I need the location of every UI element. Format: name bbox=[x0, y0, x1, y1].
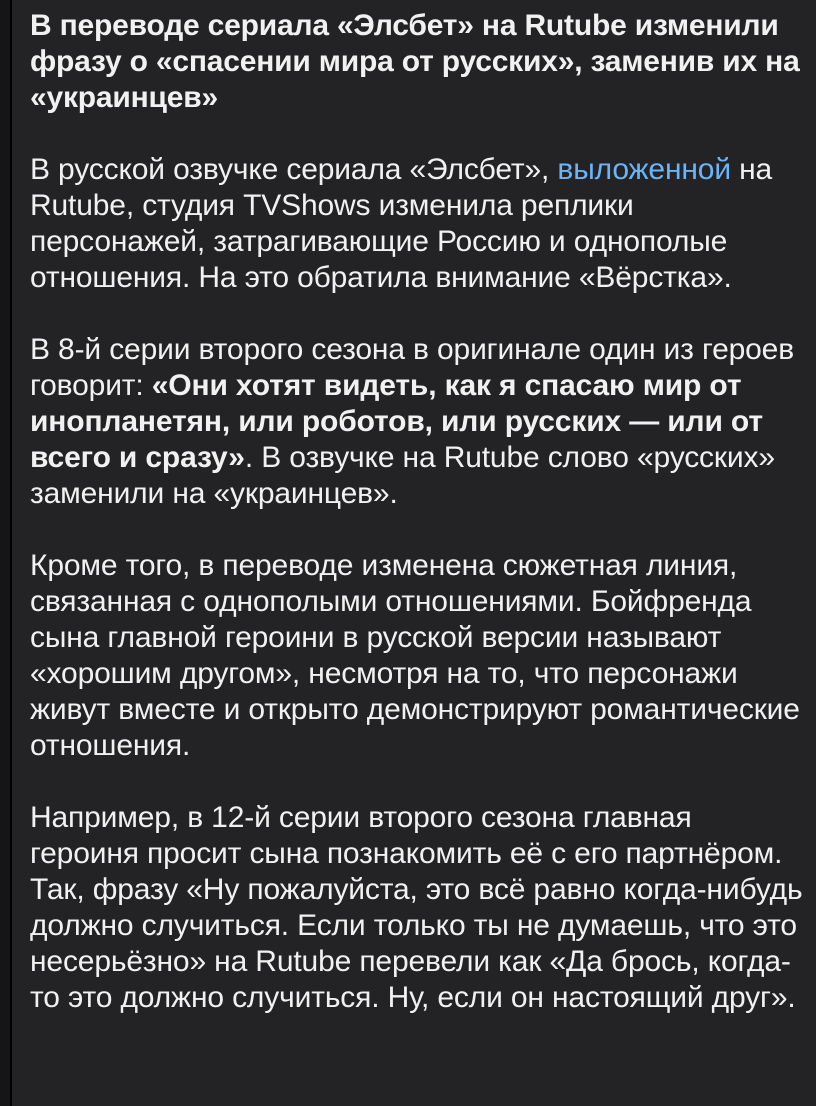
source-link[interactable]: выложенной bbox=[557, 153, 731, 186]
message-paragraph-3: Кроме того, в переводе изменена сюжетная линия, связанная с однополыми отношениями. Бойфренда сына главной героини в русской версии называют «хорошим другом», несмотря на то, что персонажи живут вместе и открыто демонстрируют романтические отношения. bbox=[30, 549, 800, 762]
message-paragraph-2 bbox=[30, 332, 806, 512]
paragraph-2-text-after: . В озвучке на Rutube слово «русских» заменили на «украинцев». bbox=[30, 441, 775, 510]
message-paragraph-1 bbox=[30, 152, 806, 296]
chat-left-edge bbox=[0, 0, 10, 1106]
paragraph-2-text-before: В 8-й серии второго сезона в оригинале один из героев говорит: bbox=[30, 333, 795, 402]
paragraph-1-text-after: на Rutube, студия TVShows изменила реплики персонажей, затрагивающие Россию и однополые отношения. На это обратила внимание «Вёрстка». bbox=[30, 153, 773, 294]
quote-bold: «Они хотят видеть, как я спасаю мир от инопланетян, или роботов, или русских — или от всего и сразу» bbox=[30, 369, 763, 474]
message-title: В переводе сериала «Элсбет» на Rutube изменили фразу о «спасении мира от русских», заменив их на «украинцев» bbox=[30, 9, 800, 114]
paragraph-1-text-before: В русской озвучке сериала «Элсбет», bbox=[30, 153, 558, 186]
message-content bbox=[30, 8, 806, 1016]
message-paragraph-4: Например, в 12-й серии второго сезона главная героиня просит сына познакомить её с его партнёром. Так, фразу «Ну пожалуйста, это всё равно когда-нибудь должно случиться. Если только ты не думаешь, что это несерьёзно» на Rutube перевели как «Да брось, когда-то это должно случиться. Ну, если он настоящий друг». bbox=[30, 801, 803, 1014]
